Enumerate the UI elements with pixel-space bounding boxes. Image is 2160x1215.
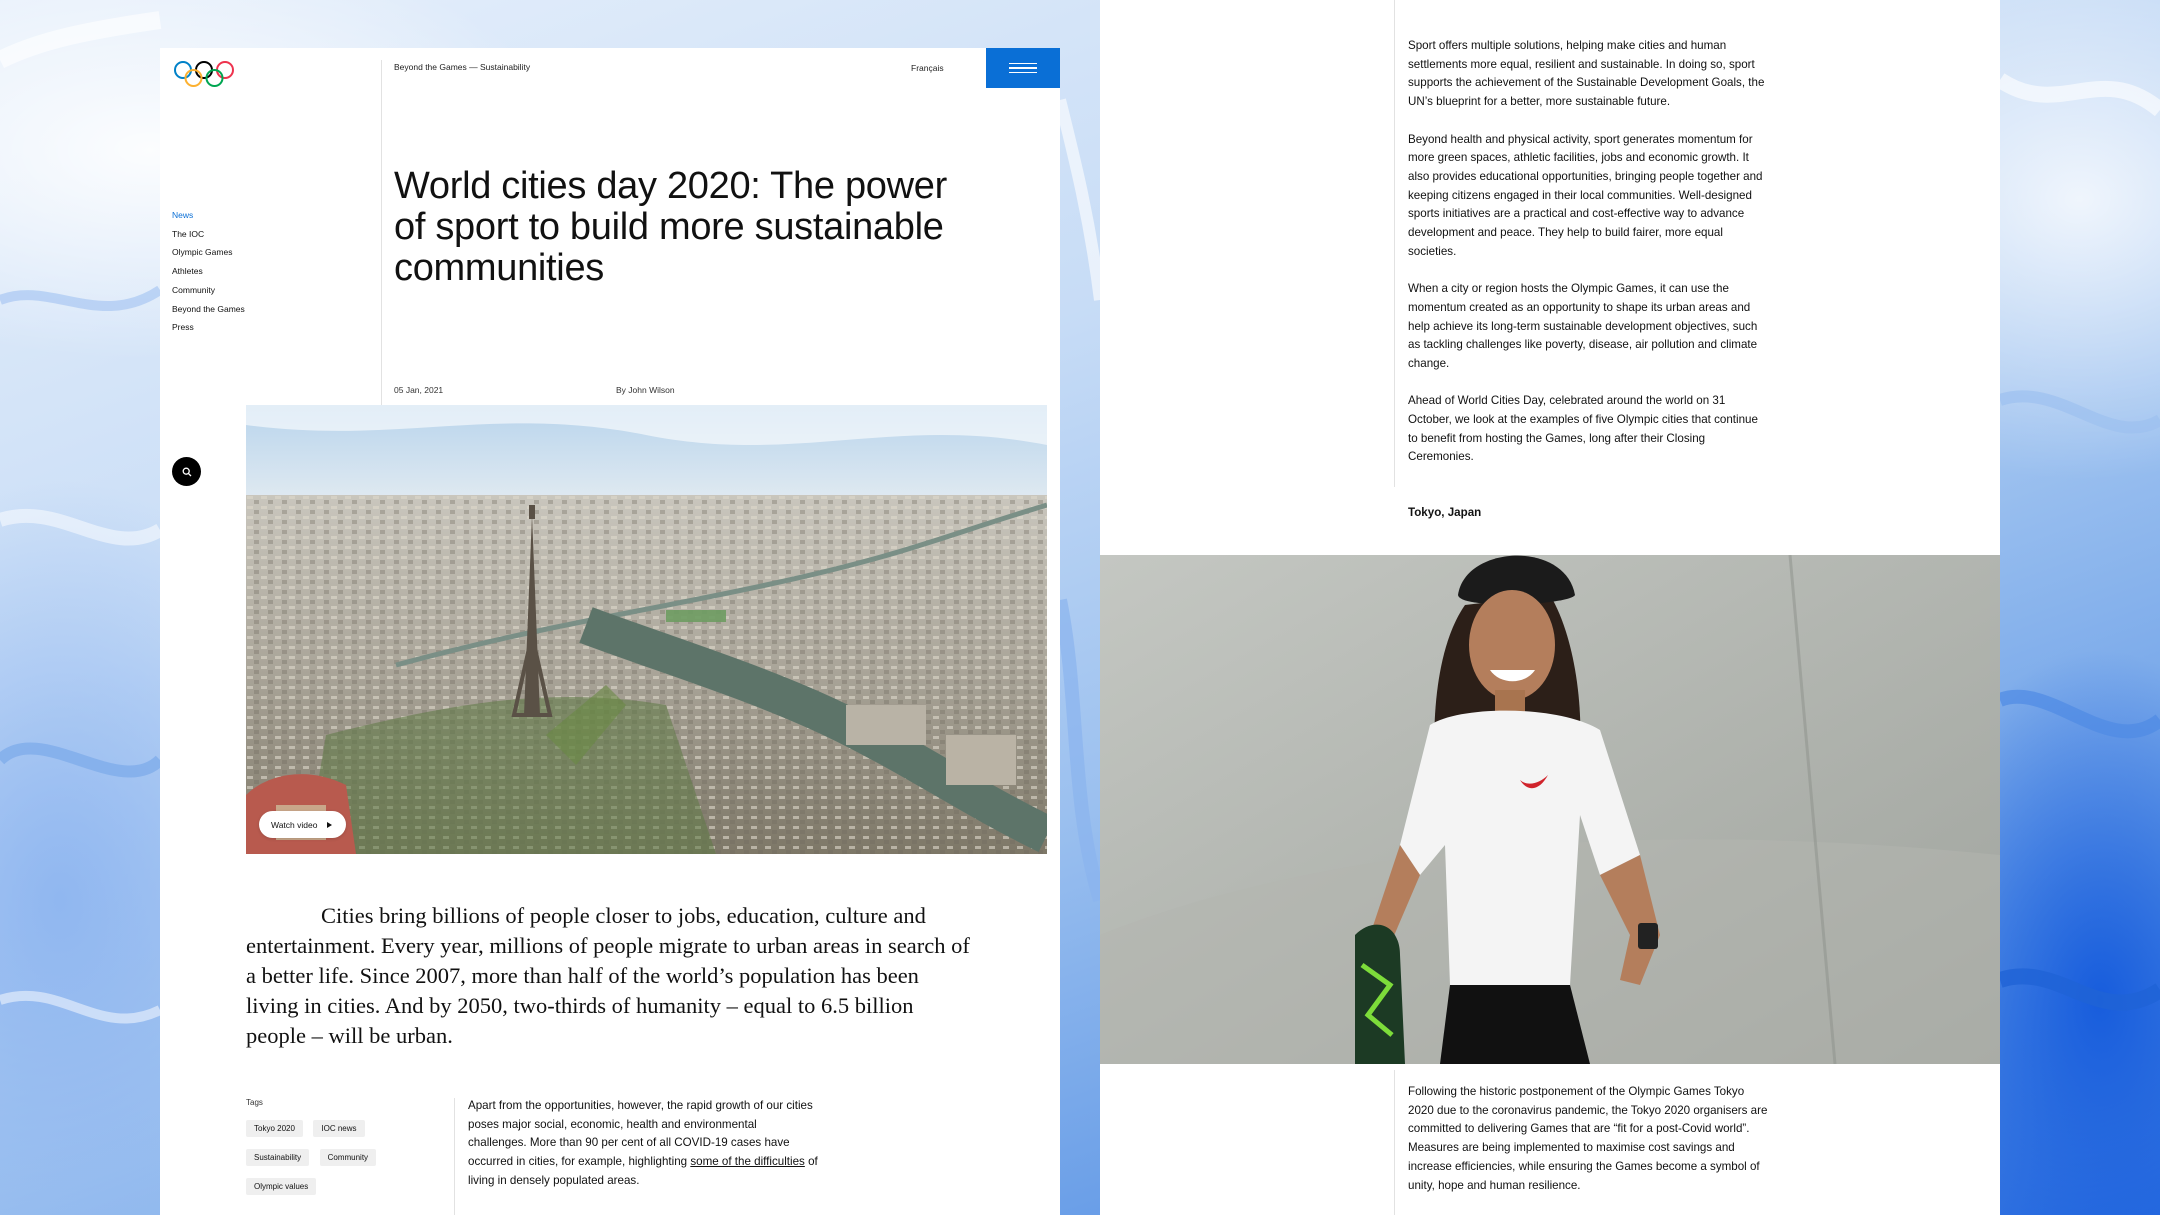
article-date: 05 Jan, 2021 bbox=[394, 385, 444, 395]
play-icon bbox=[327, 822, 332, 828]
article-author: By John Wilson bbox=[616, 385, 675, 395]
tag-olympic-values[interactable]: Olympic values bbox=[246, 1178, 316, 1195]
tag-tokyo-2020[interactable]: Tokyo 2020 bbox=[246, 1120, 303, 1137]
nav-item-athletes[interactable]: Athletes bbox=[172, 266, 203, 277]
body-paragraph: Beyond health and physical activity, sport generates momentum for more green spaces, athletic facilities, jobs and economic growth. It also provides educational opportunities, bringing people together and keeping citizens engaged in their local communities. Well-designed sports initiatives are a practical and cost-effective way to advance development and peace. They help to build fairer, more equal societies. bbox=[1408, 132, 1763, 258]
paris-aerial-illustration bbox=[246, 405, 1047, 854]
article-body-intro: Apart from the opportunities, however, the rapid growth of our cities poses major social, economic, health and environmental challenges. More than 90 per cent of all COVID-19 cases have occurred in cities, for example, highlighting some of the difficulties of living in densely populated areas. bbox=[468, 1099, 818, 1187]
olympic-rings-logo[interactable] bbox=[172, 60, 236, 90]
tag-community[interactable]: Community bbox=[320, 1149, 376, 1166]
body-paragraph: Sport offers multiple solutions, helping make cities and human settlements more equal, resilient and sustainable. In doing so, sport supports the achievement of the Sustainable Development Goals, the UN’s blueprint for a better, more sustainable future. bbox=[1408, 39, 1765, 109]
tag-list bbox=[246, 1118, 396, 1205]
section-caption: Tokyo, Japan bbox=[1408, 506, 1482, 519]
tags-label: Tags bbox=[246, 1098, 263, 1107]
nav-item-press[interactable]: Press bbox=[172, 322, 194, 333]
skateboarder-illustration bbox=[1100, 555, 2000, 1064]
nav-item-community[interactable]: Community bbox=[172, 284, 215, 295]
page-title: World cities day 2020: The power of sport to build more sustainable communities bbox=[394, 165, 947, 289]
search-icon bbox=[182, 467, 192, 477]
article-page-right bbox=[1100, 0, 2000, 1215]
search-button[interactable] bbox=[172, 457, 201, 486]
language-switch[interactable]: Français bbox=[911, 63, 944, 73]
watch-video-button[interactable] bbox=[259, 811, 346, 838]
article-lead: Cities bring billions of people closer to jobs, education, culture and entertainment. Every year, millions of people migrate to urban areas in search of a better life. Since 2007, more than half of the world’s population has been living in cities. And by 2050, two-thirds of humanity – equal to 6.5 billion people – will be urban. bbox=[246, 903, 970, 1048]
tokyo-paragraph: Following the historic postponement of the Olympic Games Tokyo 2020 due to the coronavirus pandemic, the Tokyo 2020 organisers are committed to delivering Games that are “fit for a post-Covid world”. Measures are being implemented to maximise cost savings and increase efficiencies, while ensuring the Games become a symbol of unity, hope and human resilience. bbox=[1408, 1085, 1768, 1192]
hamburger-menu-icon bbox=[1009, 63, 1037, 65]
breadcrumb[interactable]: Beyond the Games — Sustainability bbox=[394, 62, 531, 72]
body-paragraph: Ahead of World Cities Day, celebrated around the world on 31 October, we look at the examples of five Olympic cities that continue to benefit from hosting the Games, long after their Closing Ceremonies. bbox=[1408, 394, 1758, 464]
column-divider bbox=[454, 1098, 455, 1215]
column-divider bbox=[1394, 1070, 1395, 1215]
article-body bbox=[1408, 37, 1768, 486]
hero-image-paris-aerial bbox=[246, 405, 1047, 854]
nav-item-olympic-games[interactable]: Olympic Games bbox=[172, 247, 233, 258]
menu-button[interactable] bbox=[986, 48, 1060, 88]
column-divider bbox=[381, 60, 382, 442]
difficulties-link[interactable]: some of the difficulties bbox=[690, 1155, 805, 1169]
nav-item-the-ioc[interactable]: The IOC bbox=[172, 228, 205, 239]
column-divider bbox=[1394, 0, 1395, 487]
nav-item-news[interactable]: News bbox=[172, 210, 194, 220]
nav-item-beyond-the-games[interactable]: Beyond the Games bbox=[172, 303, 245, 314]
watch-video-label: Watch video bbox=[271, 819, 318, 830]
article-page-left bbox=[160, 48, 1060, 1215]
body-paragraph: When a city or region hosts the Olympic Games, it can use the momentum created as an opportunity to shape its urban areas and help achieve its long-term sustainable development objectives, such as tackling challenges like poverty, disease, air pollution and climate change. bbox=[1408, 282, 1758, 370]
side-navigation bbox=[172, 206, 245, 337]
tag-ioc-news[interactable]: IOC news bbox=[313, 1120, 364, 1137]
skateboarder-photo bbox=[1100, 555, 2000, 1064]
tag-sustainability[interactable]: Sustainability bbox=[246, 1149, 309, 1166]
